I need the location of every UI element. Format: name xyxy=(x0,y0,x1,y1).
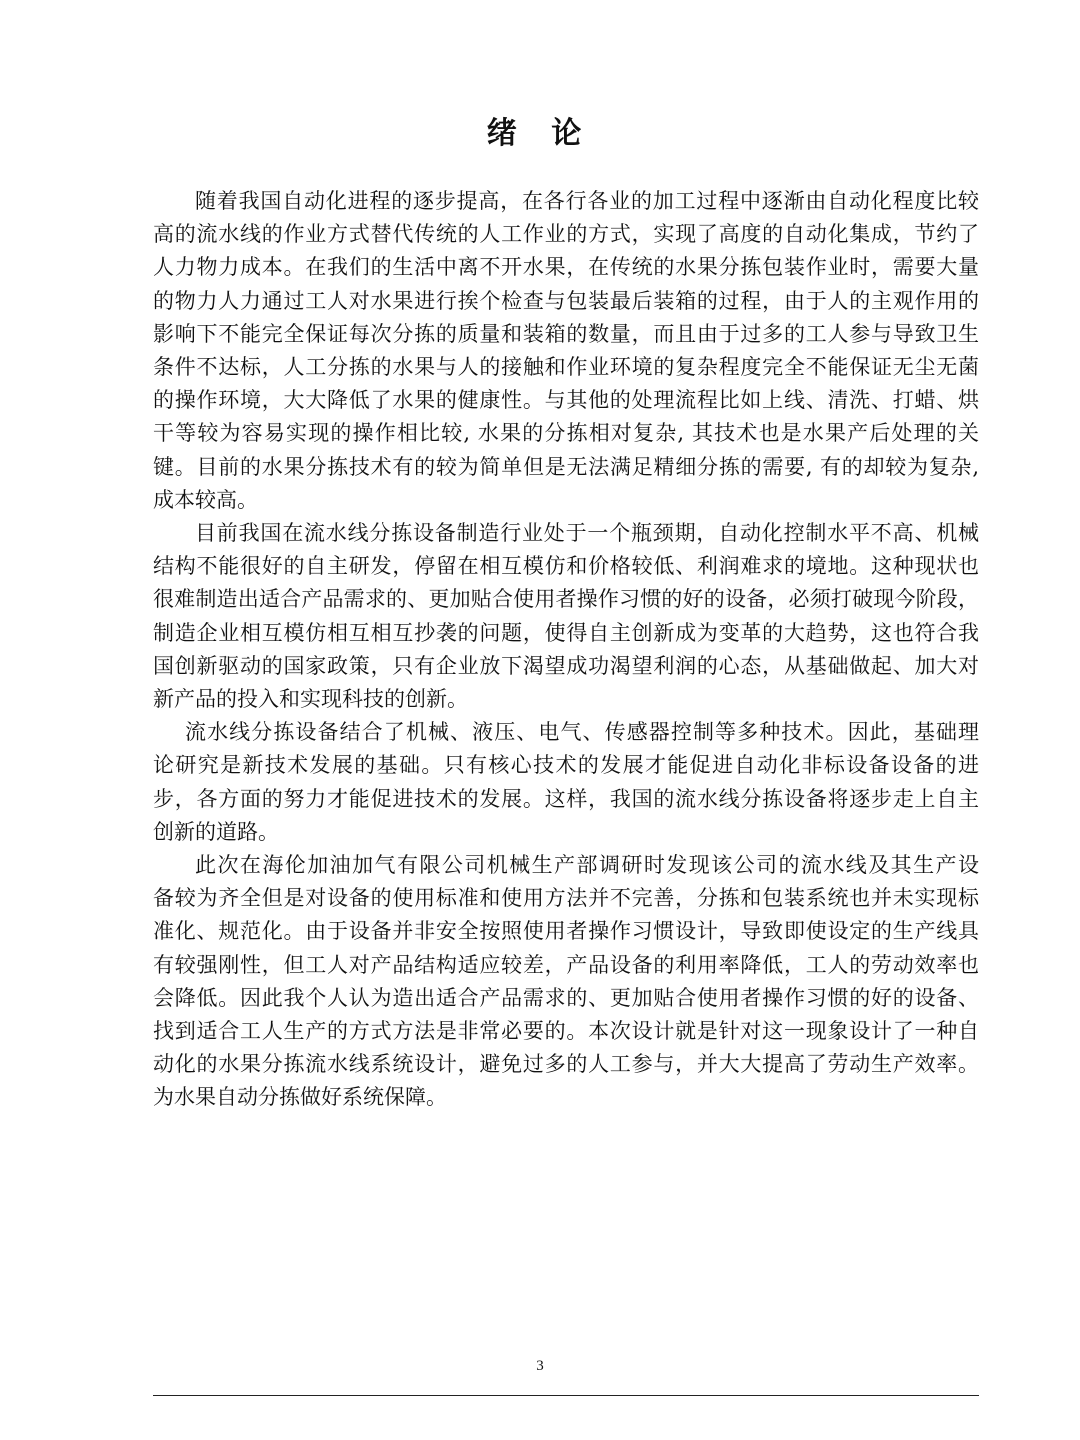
text-line: 会降低。因此我个人认为造出适合产品需求的、更加贴合使用者操作习惯的好的设备、 xyxy=(153,985,979,1010)
paragraph-4 xyxy=(153,849,979,1115)
text-line: 流水线分拣设备结合了机械、液压、电气、传感器控制等多种技术。因此，基础理 xyxy=(185,720,979,745)
text-line: 随着我国自动化进程的逐步提高，在各行各业的加工过程中逐渐由自动化程度比较 xyxy=(195,189,979,213)
page-title: 绪 论 xyxy=(486,116,594,151)
text-line: 有较强刚性，但工人对产品结构适应较差，产品设备的利用率降低，工人的劳动效率也 xyxy=(153,952,979,977)
text-line: 的操作环境，大大降低了水果的健康性。与其他的处理流程比如上线、清洗、打蜡、烘 xyxy=(153,388,979,413)
paragraph-2 xyxy=(153,517,979,716)
text-line: 很难制造出适合产品需求的、更加贴合使用者操作习惯的好的设备，必须打破现今阶段， xyxy=(153,587,979,612)
text-line: 的物力人力通过工人对水果进行挨个检查与包装最后装箱的过程，由于人的主观作用的 xyxy=(153,288,979,313)
text-line: 步，各方面的努力才能促进技术的发展。这样，我国的流水线分拣设备将逐步走上自主 xyxy=(153,786,979,811)
text-line: 创新的道路。 xyxy=(153,819,279,844)
text-line: 影响下不能完全保证每次分拣的质量和装箱的数量，而且由于过多的工人参与导致卫生 xyxy=(153,321,979,346)
text-line: 新产品的投入和实现科技的创新。 xyxy=(153,687,468,712)
text-line: 动化的水果分拣流水线系统设计，避免过多的人工参与，并大大提高了劳动生产效率。 xyxy=(153,1052,979,1077)
paragraph-3 xyxy=(153,716,979,849)
text-line: 国创新驱动的国家政策，只有企业放下渴望成功渴望利润的心态，从基础做起、加大对 xyxy=(153,653,979,678)
text-line: 找到适合工人生产的方式方法是非常必要的。本次设计就是针对这一现象设计了一种自 xyxy=(153,1019,979,1044)
text-line: 目前我国在流水线分拣设备制造行业处于一个瓶颈期，自动化控制水平不高、机械 xyxy=(195,521,979,546)
text-line: 高的流水线的作业方式替代传统的人工作业的方式，实现了高度的自动化集成，节约了 xyxy=(153,222,979,247)
text-line: 人力物力成本。在我们的生活中离不开水果，在传统的水果分拣包装作业时，需要大量 xyxy=(153,255,979,280)
text-line: 成本较高。 xyxy=(153,487,258,512)
text-line: 论研究是新技术发展的基础。只有核心技术的发展才能促进自动化非标设备设备的进 xyxy=(153,753,979,778)
body-text xyxy=(153,185,979,1115)
text-line: 干等较为容易实现的操作相比较, 水果的分拣相对复杂, 其技术也是水果产后处理的关 xyxy=(153,421,979,446)
text-line: 此次在海伦加油加气有限公司机械生产部调研时发现该公司的流水线及其生产设 xyxy=(195,853,979,878)
text-line: 键。目前的水果分拣技术有的较为简单但是无法满足精细分拣的需要, 有的却较为复杂, xyxy=(153,454,979,479)
text-line: 准化、规范化。由于设备并非安全按照使用者操作习惯设计，导致即使设定的生产线具 xyxy=(153,919,979,944)
paragraph-1 xyxy=(153,185,979,517)
text-line: 结构不能很好的自主研发，停留在相互模仿和价格较低、利润难求的境地。这种现状也 xyxy=(153,554,979,579)
text-line: 条件不达标，人工分拣的水果与人的接触和作业环境的复杂程度完全不能保证无尘无菌 xyxy=(153,355,979,380)
text-line: 备较为齐全但是对设备的使用标准和使用方法并不完善，分拣和包装系统也并未实现标 xyxy=(153,886,979,911)
page-number: 3 xyxy=(536,1358,544,1374)
text-line: 制造企业相互模仿相互相互抄袭的问题，使得自主创新成为变革的大趋势，这也符合我 xyxy=(153,620,979,645)
text-line: 为水果自动分拣做好系统保障。 xyxy=(153,1085,447,1110)
footer-rule xyxy=(153,1395,979,1396)
